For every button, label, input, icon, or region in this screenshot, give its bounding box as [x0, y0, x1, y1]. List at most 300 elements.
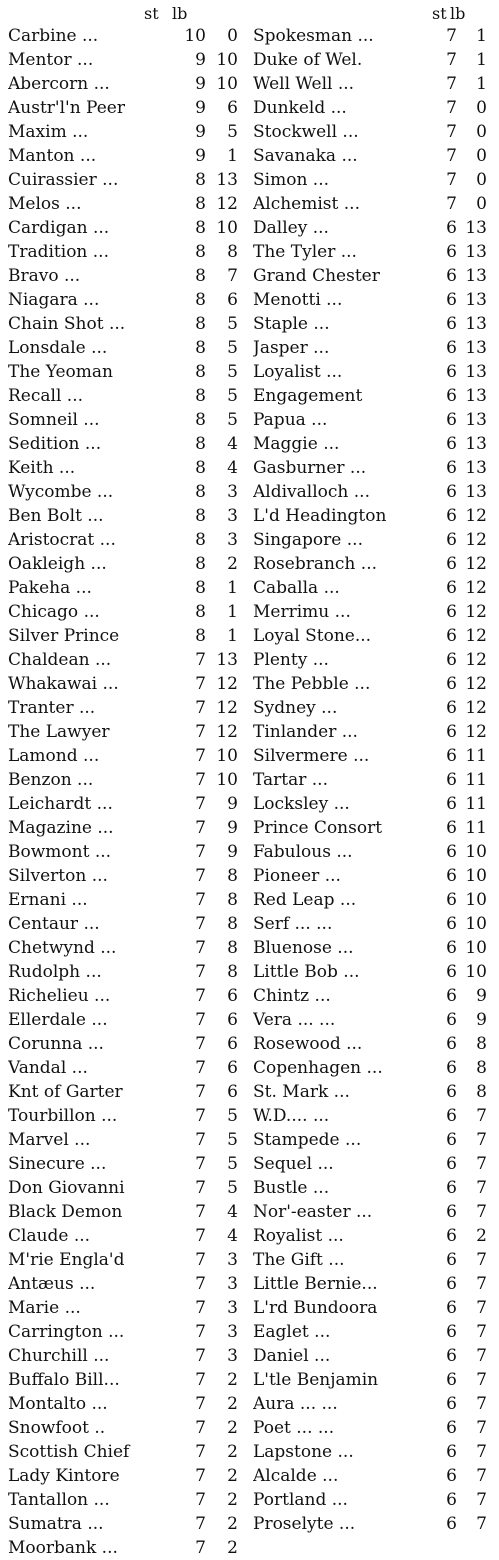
weight-pounds: 1 — [476, 74, 487, 94]
weight-pounds: 0 — [476, 146, 487, 166]
table-row — [253, 1152, 499, 1176]
table-row — [8, 960, 253, 984]
table-row — [8, 672, 253, 696]
weight-pounds: 11 — [465, 746, 487, 766]
weight-stones: 10 — [184, 26, 206, 46]
weight-stones: 6 — [446, 1034, 457, 1054]
table-row — [253, 744, 499, 768]
table-row — [8, 240, 253, 264]
table-row — [253, 1224, 499, 1248]
table-row — [253, 120, 499, 144]
weight-stones: 8 — [195, 530, 206, 550]
weight-pounds: 7 — [476, 1514, 487, 1534]
header-spacer-left — [8, 4, 140, 24]
weight-stones: 8 — [195, 242, 206, 262]
weight-stones: 7 — [195, 1322, 206, 1342]
weight-stones: 7 — [195, 866, 206, 886]
weight-pounds: 13 — [465, 410, 487, 430]
weight-stones: 6 — [446, 770, 457, 790]
weight-stones: 6 — [446, 1058, 457, 1078]
weight-pounds: 4 — [227, 1202, 238, 1222]
table-row — [253, 1488, 499, 1512]
horse-name: Cardigan ... — [8, 218, 110, 238]
weight-pounds: 10 — [465, 962, 487, 982]
table-row — [253, 864, 499, 888]
table-row — [253, 1320, 499, 1344]
weight-pounds: 12 — [465, 506, 487, 526]
weight-pounds: 8 — [227, 890, 238, 910]
weight-pounds: 13 — [465, 458, 487, 478]
table-row — [253, 1128, 499, 1152]
horse-name: M'rie Engla'd — [8, 1250, 125, 1270]
table-row — [8, 504, 253, 528]
weight-pounds: 7 — [476, 1442, 487, 1462]
table-row — [8, 984, 253, 1008]
table-row — [8, 264, 253, 288]
weight-stones: 7 — [195, 1490, 206, 1510]
weight-stones: 6 — [446, 866, 457, 886]
horse-name: Chicago ... — [8, 602, 100, 622]
table-row — [253, 720, 499, 744]
horse-name: Maxim ... — [8, 122, 89, 142]
table-row — [8, 936, 253, 960]
weight-pounds: 12 — [465, 722, 487, 742]
weight-pounds: 7 — [476, 1322, 487, 1342]
weight-pounds: 13 — [465, 482, 487, 502]
weight-stones: 6 — [446, 266, 457, 286]
horse-name: Proselyte ... — [253, 1514, 356, 1534]
table-row — [253, 456, 499, 480]
table-row — [253, 72, 499, 96]
table-row — [8, 1272, 253, 1296]
weight-stones: 6 — [446, 938, 457, 958]
table-row — [8, 1032, 253, 1056]
weight-stones: 7 — [195, 986, 206, 1006]
horse-name: Prince Consort — [253, 818, 383, 838]
horse-name: Sinecure ... — [8, 1154, 107, 1174]
table-row — [253, 1464, 499, 1488]
weight-stones: 6 — [446, 1226, 457, 1246]
horse-name: Portland ... — [253, 1490, 348, 1510]
weight-pounds: 7 — [227, 266, 238, 286]
weight-pounds: 9 — [476, 1010, 487, 1030]
weight-stones: 8 — [195, 170, 206, 190]
horse-name: Silvermere ... — [253, 746, 370, 766]
weight-stones: 8 — [195, 410, 206, 430]
horse-name: Alchemist ... — [253, 194, 360, 214]
table-row — [8, 696, 253, 720]
table-row — [8, 1008, 253, 1032]
weight-pounds: 5 — [227, 122, 238, 142]
horse-name: The Lawyer — [8, 722, 110, 742]
weight-pounds: 1 — [476, 26, 487, 46]
table-row — [253, 552, 499, 576]
weight-stones: 6 — [446, 818, 457, 838]
table-row — [8, 744, 253, 768]
weight-stones: 6 — [446, 1322, 457, 1342]
horse-name: Merrimu ... — [253, 602, 351, 622]
horse-name: The Gift ... — [253, 1250, 345, 1270]
weight-stones: 6 — [446, 1202, 457, 1222]
weight-pounds: 10 — [465, 866, 487, 886]
weight-pounds: 0 — [227, 26, 238, 46]
table-row — [8, 1248, 253, 1272]
weight-pounds: 10 — [216, 218, 238, 238]
table-row — [8, 480, 253, 504]
weight-pounds: 10 — [216, 50, 238, 70]
weight-stones: 7 — [195, 890, 206, 910]
horse-name: Loyalist ... — [253, 362, 343, 382]
weight-stones: 7 — [195, 1130, 206, 1150]
weight-pounds: 7 — [476, 1274, 487, 1294]
weight-stones: 9 — [195, 98, 206, 118]
table-row — [8, 1416, 253, 1440]
weight-stones: 6 — [446, 1490, 457, 1510]
weight-stones: 7 — [195, 1514, 206, 1534]
horse-name: Tartar ... — [253, 770, 328, 790]
weight-pounds: 10 — [465, 914, 487, 934]
weight-pounds: 12 — [465, 626, 487, 646]
table-row — [8, 1296, 253, 1320]
weight-pounds: 2 — [476, 1226, 487, 1246]
table-row — [253, 144, 499, 168]
table-row — [8, 192, 253, 216]
weight-stones: 8 — [195, 314, 206, 334]
weight-stones: 7 — [195, 1418, 206, 1438]
weight-pounds: 7 — [476, 1154, 487, 1174]
horse-name: Rudolph ... — [8, 962, 102, 982]
horse-name: Claude ... — [8, 1226, 91, 1246]
weight-pounds: 3 — [227, 1346, 238, 1366]
weight-pounds: 6 — [227, 1058, 238, 1078]
horse-name: Plenty ... — [253, 650, 329, 670]
horse-name: Sydney ... — [253, 698, 338, 718]
horse-name: Sumatra ... — [8, 1514, 104, 1534]
horse-name: Magazine ... — [8, 818, 114, 838]
weight-pounds: 5 — [227, 314, 238, 334]
horse-name: Chintz ... — [253, 986, 331, 1006]
weight-pounds: 2 — [227, 1466, 238, 1486]
weight-pounds: 11 — [465, 818, 487, 838]
weight-pounds: 7 — [476, 1202, 487, 1222]
weight-stones: 6 — [446, 1394, 457, 1414]
table-row — [253, 24, 499, 48]
weight-stones: 9 — [195, 50, 206, 70]
weight-pounds: 10 — [216, 770, 238, 790]
horse-name: Buffalo Bill... — [8, 1370, 120, 1390]
horse-name: Fabulous ... — [253, 842, 353, 862]
weight-pounds: 10 — [216, 74, 238, 94]
table-row — [8, 1056, 253, 1080]
weight-stones: 7 — [446, 122, 457, 142]
horse-name: Silverton ... — [8, 866, 108, 886]
table-row — [253, 1512, 499, 1536]
weight-pounds: 3 — [227, 1322, 238, 1342]
table-row — [253, 912, 499, 936]
weight-stones: 7 — [195, 1250, 206, 1270]
table-row — [253, 360, 499, 384]
weight-stones: 6 — [446, 458, 457, 478]
horse-name: Dalley ... — [253, 218, 329, 238]
table-row — [253, 648, 499, 672]
horse-name: The Tyler ... — [253, 242, 357, 262]
weight-stones: 6 — [446, 1178, 457, 1198]
table-row — [8, 1320, 253, 1344]
table-row — [253, 672, 499, 696]
table-row — [253, 48, 499, 72]
horse-name: Daniel ... — [253, 1346, 331, 1366]
weight-stones: 8 — [195, 290, 206, 310]
table-row — [253, 1440, 499, 1464]
horse-name: Lonsdale ... — [8, 338, 108, 358]
weight-stones: 9 — [195, 146, 206, 166]
horse-name: Ernani ... — [8, 890, 88, 910]
table-row — [8, 216, 253, 240]
table-row — [8, 1128, 253, 1152]
header-st-left: st — [144, 4, 159, 23]
weight-pounds: 8 — [476, 1082, 487, 1102]
weight-pounds: 2 — [227, 1490, 238, 1510]
table-row — [8, 1488, 253, 1512]
table-row — [8, 576, 253, 600]
weight-pounds: 9 — [227, 842, 238, 862]
weight-stones: 8 — [195, 626, 206, 646]
weight-pounds: 10 — [465, 890, 487, 910]
weight-pounds: 12 — [465, 578, 487, 598]
table-row — [8, 1152, 253, 1176]
weight-stones: 6 — [446, 1418, 457, 1438]
weight-stones: 8 — [195, 386, 206, 406]
table-row — [253, 1104, 499, 1128]
weight-pounds: 13 — [465, 362, 487, 382]
table-row — [253, 576, 499, 600]
table-row — [253, 216, 499, 240]
horse-name: Melos ... — [8, 194, 82, 214]
weight-stones: 6 — [446, 482, 457, 502]
weight-stones: 7 — [195, 1106, 206, 1126]
weight-pounds: 2 — [227, 1538, 238, 1558]
weight-stones: 8 — [195, 266, 206, 286]
weight-stones: 7 — [195, 674, 206, 694]
horse-name: Lapstone ... — [253, 1442, 354, 1462]
horse-name: Antæus ... — [8, 1274, 96, 1294]
weight-stones: 6 — [446, 1130, 457, 1150]
weight-stones: 7 — [195, 1442, 206, 1462]
table-row — [8, 408, 253, 432]
weight-stones: 8 — [195, 554, 206, 574]
table-row — [253, 1392, 499, 1416]
horse-name: Poet ... ... — [253, 1418, 335, 1438]
weight-pounds: 12 — [216, 722, 238, 742]
horse-name: Tourbillon ... — [8, 1106, 118, 1126]
horse-name: Somneil ... — [8, 410, 100, 430]
table-row — [253, 624, 499, 648]
table-row — [253, 1296, 499, 1320]
weight-stones: 7 — [195, 938, 206, 958]
horse-name: Ben Bolt ... — [8, 506, 104, 526]
horse-name: Snowfoot .. — [8, 1418, 106, 1438]
weight-stones: 6 — [446, 1106, 457, 1126]
column-header-row — [8, 4, 499, 24]
table-row — [8, 24, 253, 48]
horse-name: Black Demon — [8, 1202, 123, 1222]
horse-name: Pakeha ... — [8, 578, 92, 598]
weight-stones: 6 — [446, 842, 457, 862]
table-row — [8, 552, 253, 576]
weight-pounds: 5 — [227, 410, 238, 430]
weight-pounds: 6 — [227, 986, 238, 1006]
weight-stones: 6 — [446, 1442, 457, 1462]
weight-stones: 6 — [446, 314, 457, 334]
weight-stones: 6 — [446, 530, 457, 550]
weight-stones: 6 — [446, 362, 457, 382]
table-row — [253, 1008, 499, 1032]
weight-pounds: 5 — [227, 1178, 238, 1198]
weight-pounds: 7 — [476, 1346, 487, 1366]
table-row — [8, 288, 253, 312]
table-row — [253, 768, 499, 792]
weight-stones: 6 — [446, 1154, 457, 1174]
table-row — [8, 1104, 253, 1128]
table-row — [8, 72, 253, 96]
horse-name: Royalist ... — [253, 1226, 344, 1246]
table-row — [253, 504, 499, 528]
weight-stones: 8 — [195, 194, 206, 214]
weight-pounds: 12 — [465, 530, 487, 550]
weight-pounds: 13 — [216, 650, 238, 670]
weight-stones: 6 — [446, 1298, 457, 1318]
horse-name: Maggie ... — [253, 434, 340, 454]
weight-pounds: 0 — [476, 98, 487, 118]
weight-pounds: 7 — [476, 1394, 487, 1414]
weight-pounds: 12 — [465, 674, 487, 694]
table-row — [253, 408, 499, 432]
weight-pounds: 10 — [465, 842, 487, 862]
table-row — [8, 600, 253, 624]
weight-stones: 6 — [446, 746, 457, 766]
weight-pounds: 7 — [476, 1178, 487, 1198]
table-row — [253, 384, 499, 408]
horse-name: Lamond ... — [8, 746, 100, 766]
horse-name: Stockwell ... — [253, 122, 359, 142]
weight-stones: 7 — [195, 770, 206, 790]
horse-name: Aristocrat ... — [8, 530, 116, 550]
horse-name: Benzon ... — [8, 770, 94, 790]
weight-stones: 8 — [195, 506, 206, 526]
horse-name: Chetwynd ... — [8, 938, 117, 958]
horse-name: Wycombe ... — [8, 482, 114, 502]
weight-stones: 7 — [195, 1058, 206, 1078]
horse-name: Bustle ... — [253, 1178, 330, 1198]
weight-pounds: 12 — [216, 194, 238, 214]
table-row — [253, 816, 499, 840]
weight-pounds: 7 — [476, 1106, 487, 1126]
weight-stones: 7 — [446, 170, 457, 190]
table-row — [253, 792, 499, 816]
horse-name: Bluenose ... — [253, 938, 354, 958]
horse-name: Menotti ... — [253, 290, 343, 310]
weight-pounds: 7 — [476, 1370, 487, 1390]
weight-pounds: 7 — [476, 1130, 487, 1150]
horse-name: Aura ... ... — [253, 1394, 338, 1414]
weight-stones: 7 — [195, 914, 206, 934]
table-row — [8, 912, 253, 936]
weight-stones: 8 — [195, 458, 206, 478]
weight-pounds: 8 — [227, 938, 238, 958]
weight-pounds: 1 — [227, 146, 238, 166]
weight-pounds: 6 — [227, 290, 238, 310]
horse-name: Montalto ... — [8, 1394, 108, 1414]
table-row — [8, 528, 253, 552]
weight-pounds: 4 — [227, 434, 238, 454]
weight-pounds: 0 — [476, 122, 487, 142]
horse-name: Engagement — [253, 386, 363, 406]
weight-stones: 6 — [446, 890, 457, 910]
horse-name: Carbine ... — [8, 26, 99, 46]
weight-pounds: 2 — [227, 1442, 238, 1462]
table-row — [253, 1056, 499, 1080]
horse-name: Locksley ... — [253, 794, 350, 814]
header-st-right: st — [432, 4, 447, 23]
weight-stones: 6 — [446, 434, 457, 454]
table-row — [253, 432, 499, 456]
weight-pounds: 2 — [227, 1370, 238, 1390]
weight-stones: 6 — [446, 602, 457, 622]
horse-name: Tinlander ... — [253, 722, 358, 742]
weight-pounds: 13 — [216, 170, 238, 190]
weight-stones: 6 — [446, 794, 457, 814]
horse-name: Papua ... — [253, 410, 328, 430]
horse-name: Dunkeld ... — [253, 98, 347, 118]
horse-name: Stampede ... — [253, 1130, 362, 1150]
header-spacer-right — [200, 4, 432, 24]
horse-name: Sequel ... — [253, 1154, 334, 1174]
weight-stones: 6 — [446, 506, 457, 526]
horse-name: Abercorn ... — [8, 74, 110, 94]
horse-name: L'd Headington — [253, 506, 387, 526]
horse-name: Churchill ... — [8, 1346, 110, 1366]
horse-name: Alcalde ... — [253, 1466, 339, 1486]
weight-stones: 8 — [195, 578, 206, 598]
horse-name: Rosewood ... — [253, 1034, 363, 1054]
table-row — [253, 312, 499, 336]
table-row — [253, 1368, 499, 1392]
weight-stones: 7 — [195, 1274, 206, 1294]
horse-name: Well Well ... — [253, 74, 355, 94]
table-row — [253, 480, 499, 504]
weight-pounds: 3 — [227, 1274, 238, 1294]
weight-pounds: 7 — [476, 1466, 487, 1486]
horse-name: Marie ... — [8, 1298, 81, 1318]
weight-stones: 7 — [195, 1298, 206, 1318]
weight-stones: 6 — [446, 674, 457, 694]
weight-stones: 7 — [195, 818, 206, 838]
horse-name: The Pebble ... — [253, 674, 371, 694]
table-row — [8, 384, 253, 408]
weight-stones: 6 — [446, 650, 457, 670]
weight-pounds: 1 — [227, 578, 238, 598]
table-row — [253, 96, 499, 120]
weight-stones: 7 — [195, 1034, 206, 1054]
weight-stones: 8 — [195, 482, 206, 502]
horse-name: Austr'l'n Peer — [8, 98, 125, 118]
weight-pounds: 3 — [227, 530, 238, 550]
weight-stones: 7 — [195, 1346, 206, 1366]
horse-name: Eaglet ... — [253, 1322, 331, 1342]
horse-name: Pioneer ... — [253, 866, 341, 886]
horse-name: L'tle Benjamin — [253, 1370, 379, 1390]
weight-pounds: 12 — [216, 698, 238, 718]
